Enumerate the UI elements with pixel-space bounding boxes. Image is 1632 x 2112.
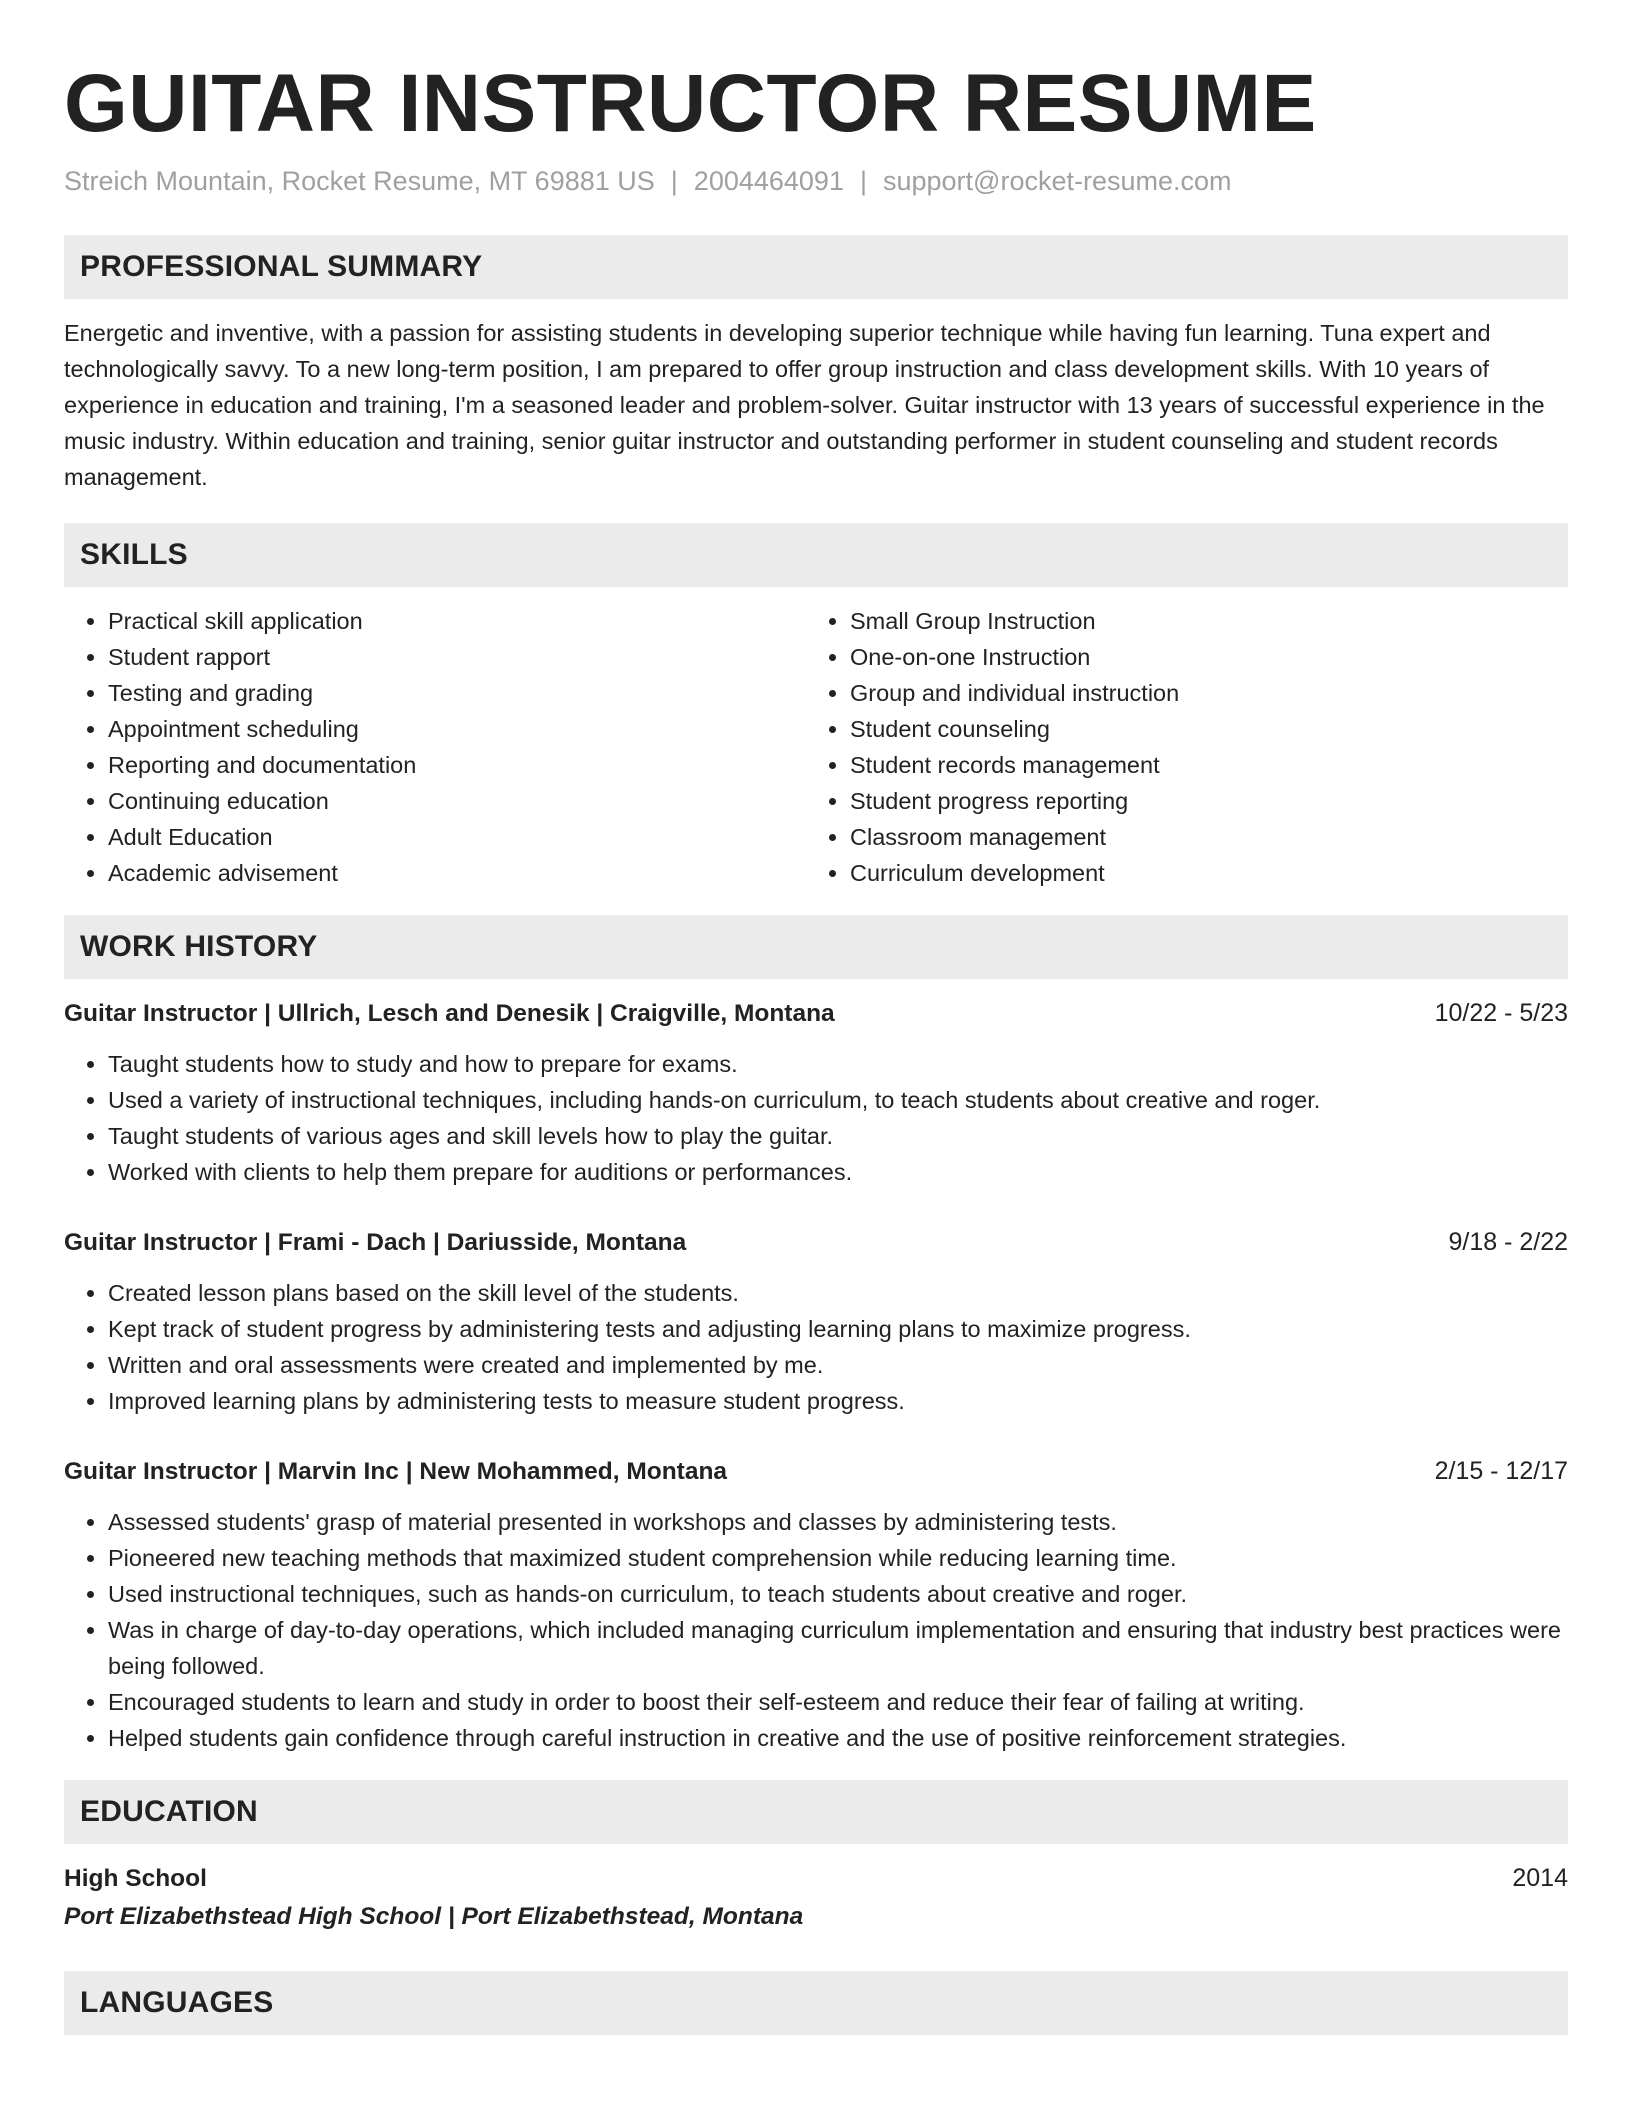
- education-degree: High School: [64, 1865, 207, 1892]
- section-heading-summary: PROFESSIONAL SUMMARY: [64, 235, 1568, 299]
- education-school: Port Elizabethstead High School | Port Elizabethstead, Montana: [64, 1903, 804, 1930]
- skill-item: • Reporting and documentation: [108, 747, 806, 783]
- skill-item: • Student records management: [850, 747, 1548, 783]
- skills-column-left: [64, 603, 806, 891]
- skill-item: • One-on-one Instruction: [850, 639, 1548, 675]
- job-bullet: • Helped students gain confidence through careful instruction in creative and the use of positive reinforcement strategies.: [108, 1720, 1568, 1756]
- job-bullets: [64, 1046, 1568, 1190]
- contact-separator: |: [670, 166, 678, 196]
- resume-page: [64, 0, 1568, 2035]
- job-bullet: • Written and oral assessments were created and implemented by me.: [108, 1347, 1568, 1383]
- skill-item: • Student progress reporting: [850, 783, 1548, 819]
- job-bullet: • Worked with clients to help them prepare for auditions or performances.: [108, 1154, 1568, 1190]
- job-header: [64, 1453, 1568, 1490]
- job-bullet: • Improved learning plans by administering tests to measure student progress.: [108, 1383, 1568, 1419]
- job-dates: 9/18 - 2/22: [1448, 1228, 1568, 1256]
- job-bullet: • Kept track of student progress by administering tests and adjusting learning plans to maximize progress.: [108, 1311, 1568, 1347]
- job-entry: [64, 1224, 1568, 1419]
- job-bullets: [64, 1504, 1568, 1756]
- skill-item: • Academic advisement: [108, 855, 806, 891]
- skill-item: • Practical skill application: [108, 603, 806, 639]
- job-title: Guitar Instructor | Marvin Inc | New Mohammed, Montana: [64, 1458, 728, 1485]
- education-header: [64, 1860, 1568, 1897]
- education-year: 2014: [1512, 1864, 1568, 1892]
- job-bullet: • Taught students how to study and how to prepare for exams.: [108, 1046, 1568, 1082]
- contact-address: Streich Mountain, Rocket Resume, MT 69881 US: [64, 166, 655, 196]
- job-bullet: • Used a variety of instructional techniques, including hands-on curriculum, to teach students about creative and roger.: [108, 1082, 1568, 1118]
- contact-line: [64, 164, 1568, 198]
- job-bullet: • Assessed students' grasp of material presented in workshops and classes by administering tests.: [108, 1504, 1568, 1540]
- job-title: Guitar Instructor | Frami - Dach | Dariusside, Montana: [64, 1229, 687, 1256]
- job-bullet: • Pioneered new teaching methods that maximized student comprehension while reducing learning time.: [108, 1540, 1568, 1576]
- skill-item: • Adult Education: [108, 819, 806, 855]
- section-heading-education: EDUCATION: [64, 1780, 1568, 1844]
- contact-phone: 2004464091: [693, 166, 844, 196]
- job-bullet: • Was in charge of day-to-day operations, which included managing curriculum implementation and ensuring that industry best practices were being followed.: [108, 1612, 1568, 1684]
- job-bullets: [64, 1275, 1568, 1419]
- skill-item: • Testing and grading: [108, 675, 806, 711]
- job-header: [64, 1224, 1568, 1261]
- contact-email: support@rocket-resume.com: [882, 166, 1232, 196]
- job-dates: 10/22 - 5/23: [1434, 999, 1568, 1027]
- skill-item: • Classroom management: [850, 819, 1548, 855]
- skill-item: • Group and individual instruction: [850, 675, 1548, 711]
- job-header: [64, 995, 1568, 1032]
- skills-list: [64, 603, 1568, 891]
- job-title: Guitar Instructor | Ullrich, Lesch and Denesik | Craigville, Montana: [64, 1000, 835, 1027]
- skill-item: • Student counseling: [850, 711, 1548, 747]
- section-heading-work-history: WORK HISTORY: [64, 915, 1568, 979]
- job-bullet: • Taught students of various ages and skill levels how to play the guitar.: [108, 1118, 1568, 1154]
- section-heading-skills: SKILLS: [64, 523, 1568, 587]
- job-bullet: • Used instructional techniques, such as hands-on curriculum, to teach students about creative and roger.: [108, 1576, 1568, 1612]
- contact-separator: |: [859, 166, 867, 196]
- education-entry: [64, 1860, 1568, 1935]
- skills-column-right: [806, 603, 1548, 891]
- skill-item: • Student rapport: [108, 639, 806, 675]
- job-entry: [64, 1453, 1568, 1756]
- job-dates: 2/15 - 12/17: [1434, 1457, 1568, 1485]
- skill-item: • Continuing education: [108, 783, 806, 819]
- skill-item: • Curriculum development: [850, 855, 1548, 891]
- section-heading-languages: LANGUAGES: [64, 1971, 1568, 2035]
- resume-title: GUITAR INSTRUCTOR RESUME: [64, 58, 1317, 149]
- skill-item: • Appointment scheduling: [108, 711, 806, 747]
- job-bullet: • Encouraged students to learn and study in order to boost their self-esteem and reduce their fear of failing at writing.: [108, 1684, 1568, 1720]
- summary-text: Energetic and inventive, with a passion for assisting students in developing superior technique while having fun learning. Tuna expert and technologically savvy. To a new long-term position, I am prepared to offer group instruction and class development skills. With 10 years of experience in education and training, I'm a seasoned leader and problem-solver. Guitar instructor with 13 years of successful experience in the music industry. Within education and training, senior guitar instructor and outstanding performer in student counseling and student records management.: [64, 320, 1545, 490]
- job-entry: [64, 995, 1568, 1190]
- skill-item: • Small Group Instruction: [850, 603, 1548, 639]
- job-bullet: • Created lesson plans based on the skill level of the students.: [108, 1275, 1568, 1311]
